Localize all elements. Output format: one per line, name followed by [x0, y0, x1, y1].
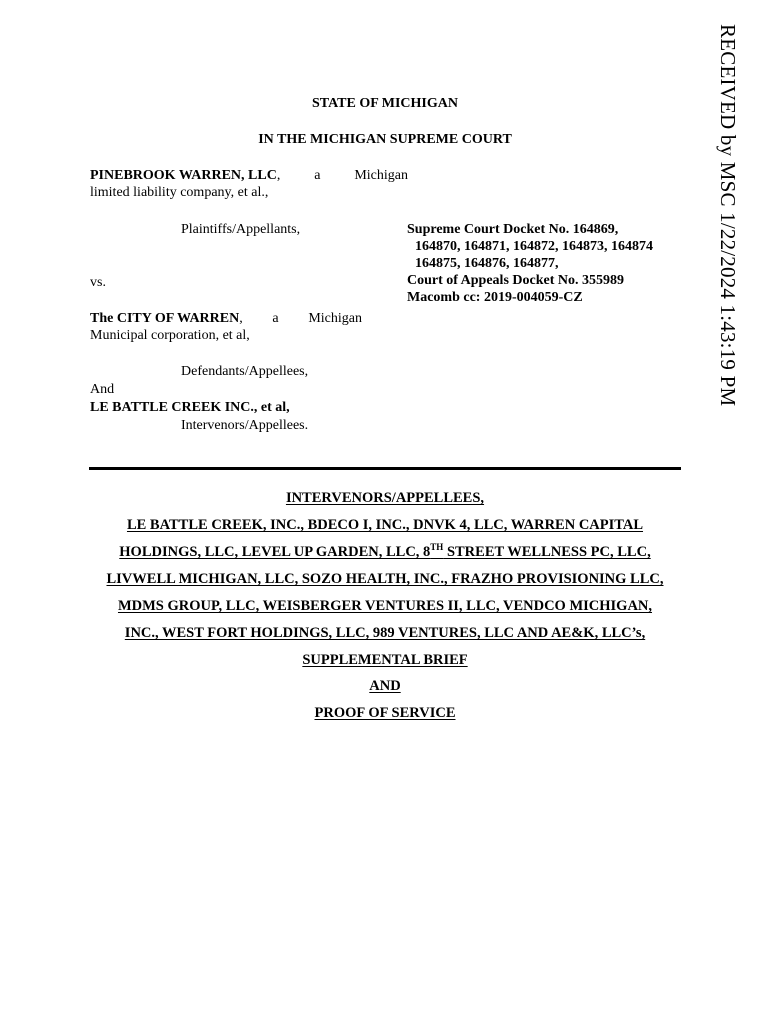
title-line: MDMS GROUP, LLC, WEISBERGER VENTURES II, LLC, VENDCO MICHIGAN, [117, 598, 653, 614]
state-heading: STATE OF MICHIGAN [312, 96, 458, 111]
defendant-name: The CITY OF WARREN [90, 311, 240, 326]
title-line: INTERVENORS/APPELLEES, [285, 490, 485, 506]
plaintiff-desc-line2: limited liability company, et al., [90, 185, 269, 200]
plaintiff-name-group [90, 167, 280, 184]
court-heading: IN THE MICHIGAN SUPREME COURT [258, 132, 512, 147]
plaintiff-desc-word: Michigan [354, 168, 408, 183]
docket-block [407, 221, 687, 306]
defendant-desc-word: , [239, 311, 243, 326]
title-line: SUPPLEMENTAL BRIEF [302, 652, 468, 668]
versus-label: vs. [90, 275, 106, 290]
plaintiff-name: PINEBROOK WARREN, LLC [90, 168, 277, 183]
title-line: LE BATTLE CREEK, INC., BDECO I, INC., DNVK 4, LLC, WARREN CAPITAL [126, 517, 644, 533]
defendant-desc-line2: Municipal corporation, et al, [90, 328, 250, 343]
defendant-desc-word: a [272, 311, 279, 326]
defendant-line [90, 310, 362, 327]
plaintiff-desc-word: a [314, 168, 321, 183]
title-line: LIVWELL MICHIGAN, LLC, SOZO HEALTH, INC., FRAZHO PROVISIONING LLC, [106, 571, 664, 587]
title-text: HOLDINGS, LLC, LEVEL UP GARDEN, LLC, 8 [119, 544, 431, 560]
intervenor-role: Intervenors/Appellees. [181, 418, 309, 433]
plaintiff-role: Plaintiffs/Appellants, [181, 222, 301, 237]
title-text: STREET WELLNESS PC, LLC, [443, 544, 651, 560]
title-line [0, 544, 770, 561]
received-stamp: RECEIVED by MSC 1/22/2024 1:43:19 PM [716, 24, 740, 407]
intervenor-name: LE BATTLE CREEK INC., et al, [90, 400, 290, 415]
plaintiff-desc-word: , [276, 168, 281, 183]
docket-line: Supreme Court Docket No. 164869, [407, 222, 619, 237]
defendant-block [90, 310, 362, 344]
section-divider [89, 467, 681, 470]
title-line: PROOF OF SERVICE [314, 705, 456, 721]
title-superscript: TH [430, 542, 444, 552]
title-line: AND [369, 678, 401, 694]
docket-line: 164875, 164876, 164877, [415, 256, 559, 271]
defendant-name-group [90, 310, 243, 327]
docket-line: Court of Appeals Docket No. 355989 [407, 273, 624, 288]
docket-line: 164870, 164871, 164872, 164873, 164874 [415, 239, 653, 254]
docket-line: Macomb cc: 2019-004059-CZ [407, 290, 583, 305]
conjunction-and: And [90, 382, 115, 397]
defendant-desc-word: Michigan [308, 311, 362, 326]
plaintiff-block [90, 167, 408, 201]
plaintiff-line [90, 167, 408, 184]
title-line: INC., WEST FORT HOLDINGS, LLC, 989 VENTURES, LLC AND AE&K, LLC’s, [124, 625, 646, 641]
defendant-role: Defendants/Appellees, [181, 364, 309, 379]
